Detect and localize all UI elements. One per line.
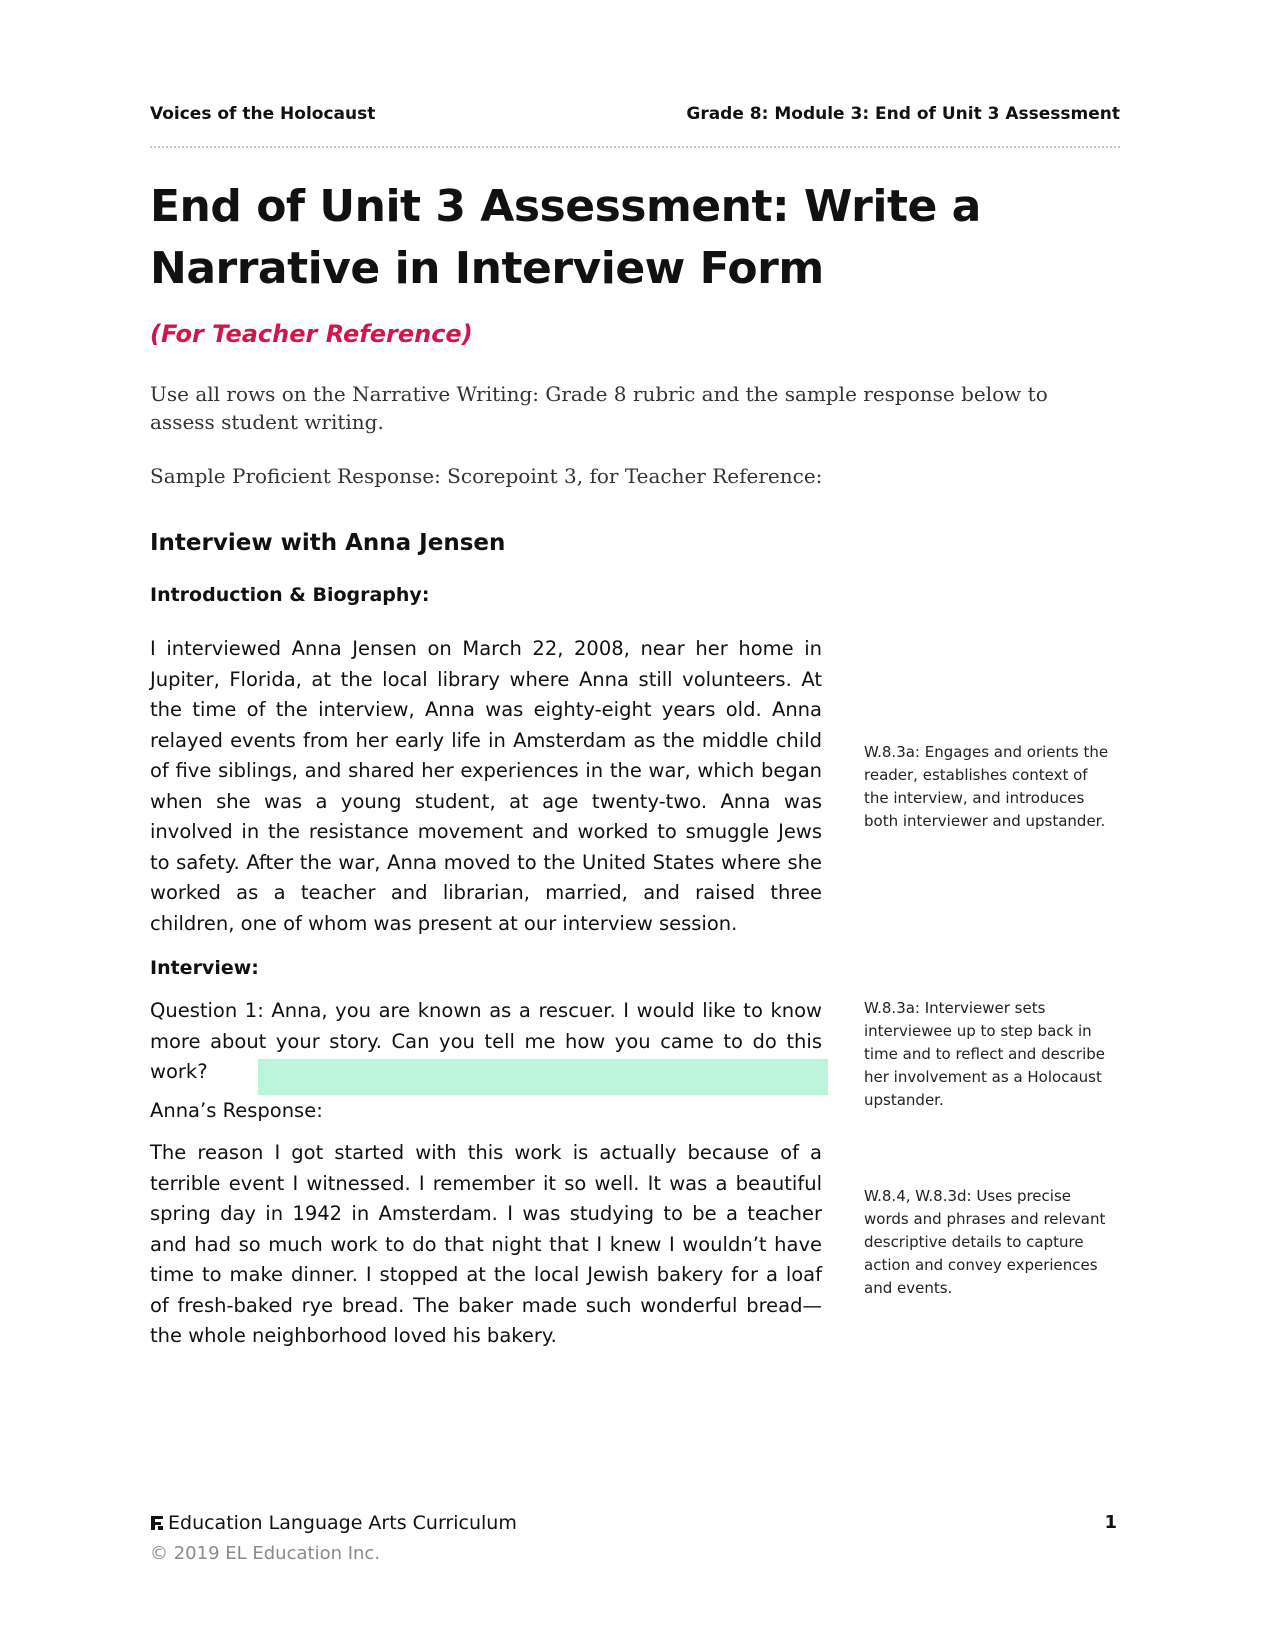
standard-note-intro: W.8.3a: Engages and orients the reader, establishes context of the interview, and introduces both interviewer and upstander.: [864, 743, 1109, 830]
footer-logo-text: Education Language Arts Curriculum: [168, 1512, 517, 1534]
page-title: End of Unit 3 Assessment: Write a Narrative in Interview Form: [150, 181, 981, 294]
standard-note-question: W.8.3a: Interviewer sets interviewee up to step back in time and to reflect and describe her involvement as a Holocaust upstander.: [864, 999, 1105, 1109]
footer-copyright: © 2019 EL Education Inc.: [150, 1543, 381, 1564]
el-logo-icon: [150, 1515, 164, 1531]
page-number: 1: [1104, 1512, 1117, 1533]
question-1-text: Question 1: Anna, you are known as a rescuer. I would like to know more about your story. Can you tell me how you came to do this work?: [150, 999, 822, 1083]
intro-biography-text: I interviewed Anna Jensen on March 22, 2008, near her home in Jupiter, Florida, at the local library where Anna still volunteers. At the time of the interview, Anna was eighty-eight years old. Anna relayed events from her early life in Amsterdam as the middle child of five siblings, and shared her experiences in the war, which began when she was a young student, at age twenty-two. Anna was involved in the resistance movement and worked to smuggle Jews to safety. After the war, Anna moved to the United States where she worked as a teacher and librarian, married, and raised three children, one of whom was present at our interview session.: [150, 637, 822, 935]
standard-note-response: W.8.4, W.8.3d: Uses precise words and phrases and relevant descriptive details to capture action and convey experiences and events.: [864, 1187, 1106, 1297]
page-subtitle: (For Teacher Reference): [150, 320, 473, 348]
intro-instructions: Use all rows on the Narrative Writing: Grade 8 rubric and the sample response below to assess student writing.: [150, 382, 1048, 434]
intro-biography-heading: Introduction & Biography:: [150, 584, 430, 606]
header-assessment-label: Grade 8: Module 3: End of Unit 3 Assessment: [686, 104, 1120, 124]
response-text: The reason I got started with this work is actually because of a terrible event I witnessed. I remember it so well. It was a beautiful spring day in 1942 in Amsterdam. I was studying to be a teacher and had so much work to do that night that I knew I wouldn’t have time to make dinner. I stopped at the local Jewish bakery for a loaf of fresh-baked rye bread. The baker made such wonderful bread—the whole neighborhood loved his bakery.: [150, 1141, 822, 1347]
running-header: [150, 104, 1120, 130]
footer-logo: [150, 1512, 517, 1534]
header-module-title: Voices of the Holocaust: [150, 104, 376, 124]
sample-response-label: Sample Proficient Response: Scorepoint 3, for Teacher Reference:: [150, 464, 823, 488]
interview-section-heading: Interview:: [150, 957, 259, 979]
response-label: Anna’s Response:: [150, 1099, 323, 1122]
interview-heading: Interview with Anna Jensen: [150, 530, 506, 556]
header-divider: [150, 146, 1120, 148]
